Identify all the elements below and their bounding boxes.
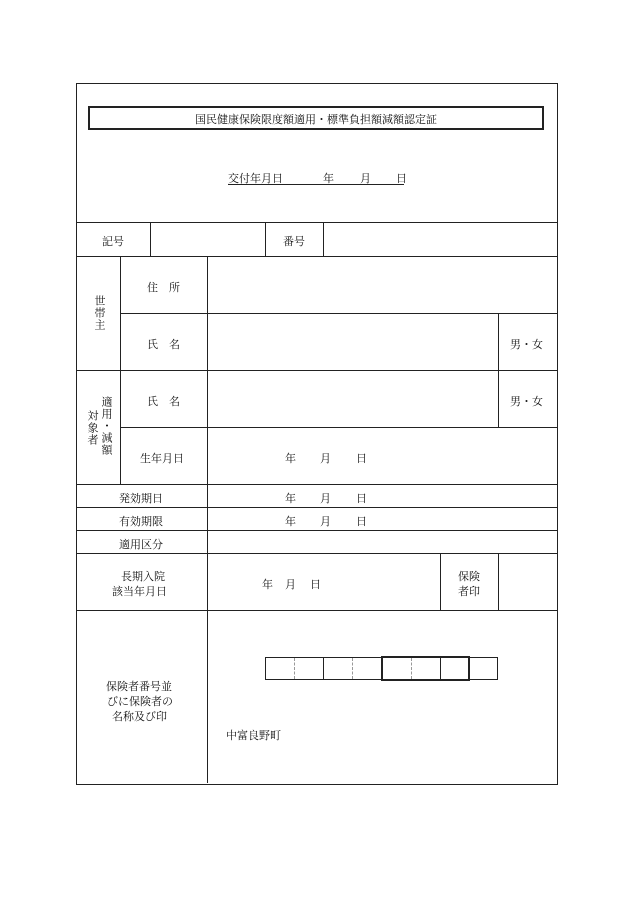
kigou-label: 記号 xyxy=(102,235,124,248)
kigou-field[interactable] xyxy=(151,223,264,255)
kubun-field[interactable] xyxy=(208,531,556,552)
issue-date-label: 交付年月日 xyxy=(228,172,283,185)
rule xyxy=(498,313,499,427)
hakko-month: 月 xyxy=(320,492,331,505)
birth-month: 月 xyxy=(320,452,331,465)
hakko-year: 年 xyxy=(285,492,296,505)
tekiyo-group-label-col1: 適用・減額 xyxy=(100,396,113,456)
insurer-name: 中富良野町 xyxy=(226,729,281,742)
tekiyo-gender: 男・女 xyxy=(510,395,543,408)
choki-year: 年 xyxy=(262,578,273,591)
setai-address-label: 住 所 xyxy=(147,281,180,294)
setai-address-field[interactable] xyxy=(208,257,556,312)
rule xyxy=(77,553,557,554)
rule xyxy=(265,222,266,256)
rule xyxy=(77,507,557,508)
setai-gender: 男・女 xyxy=(510,338,543,351)
digit-separator xyxy=(294,658,295,679)
setai-nushi-group-label: 世帯主 xyxy=(93,295,106,331)
digit-separator xyxy=(323,657,324,680)
rule xyxy=(120,256,121,484)
tekiyo-name-field[interactable] xyxy=(208,371,497,426)
choki-label-line2: 該当年月日 xyxy=(112,585,167,598)
hokensha-label-line2: びに保険者の xyxy=(107,695,173,708)
choki-day: 日 xyxy=(310,578,321,591)
insurer-number-highlight xyxy=(381,656,470,681)
hokensha-label-line1: 保険者番号並 xyxy=(106,680,172,693)
seal-label-line1: 保険 xyxy=(458,570,480,583)
setai-name-label: 氏 名 xyxy=(147,338,180,351)
hokensha-label-line3: 名称及び印 xyxy=(112,710,167,723)
digit-separator xyxy=(352,658,353,679)
choki-label-line1: 長期入院 xyxy=(121,570,165,583)
rule xyxy=(440,553,441,610)
page-title: 国民健康保険限度額適用・標準負担額減額認定証 xyxy=(195,113,437,126)
seal-field[interactable] xyxy=(499,554,556,609)
rule xyxy=(120,427,557,428)
rule xyxy=(77,484,557,485)
yuko-label: 有効期限 xyxy=(119,515,163,528)
seal-label-line2: 者印 xyxy=(458,585,480,598)
rule xyxy=(77,610,557,611)
hakko-day: 日 xyxy=(356,492,367,505)
yuko-day: 日 xyxy=(356,515,367,528)
setai-name-field[interactable] xyxy=(208,314,497,369)
birth-day: 日 xyxy=(356,452,367,465)
kubun-label: 適用区分 xyxy=(119,538,163,551)
issue-date-year: 年 xyxy=(323,172,334,185)
yuko-year: 年 xyxy=(285,515,296,528)
yuko-month: 月 xyxy=(320,515,331,528)
bangou-label: 番号 xyxy=(283,235,305,248)
issue-date-month: 月 xyxy=(360,172,371,185)
tekiyo-name-label: 氏 名 xyxy=(147,395,180,408)
hakko-label: 発効期日 xyxy=(119,492,163,505)
birth-year: 年 xyxy=(285,452,296,465)
issue-date-day: 日 xyxy=(396,172,407,185)
choki-month: 月 xyxy=(285,578,296,591)
tekiyo-group-label-col2: 対象者 xyxy=(86,410,99,446)
bangou-field[interactable] xyxy=(324,223,556,255)
birth-date-label: 生年月日 xyxy=(140,452,184,465)
